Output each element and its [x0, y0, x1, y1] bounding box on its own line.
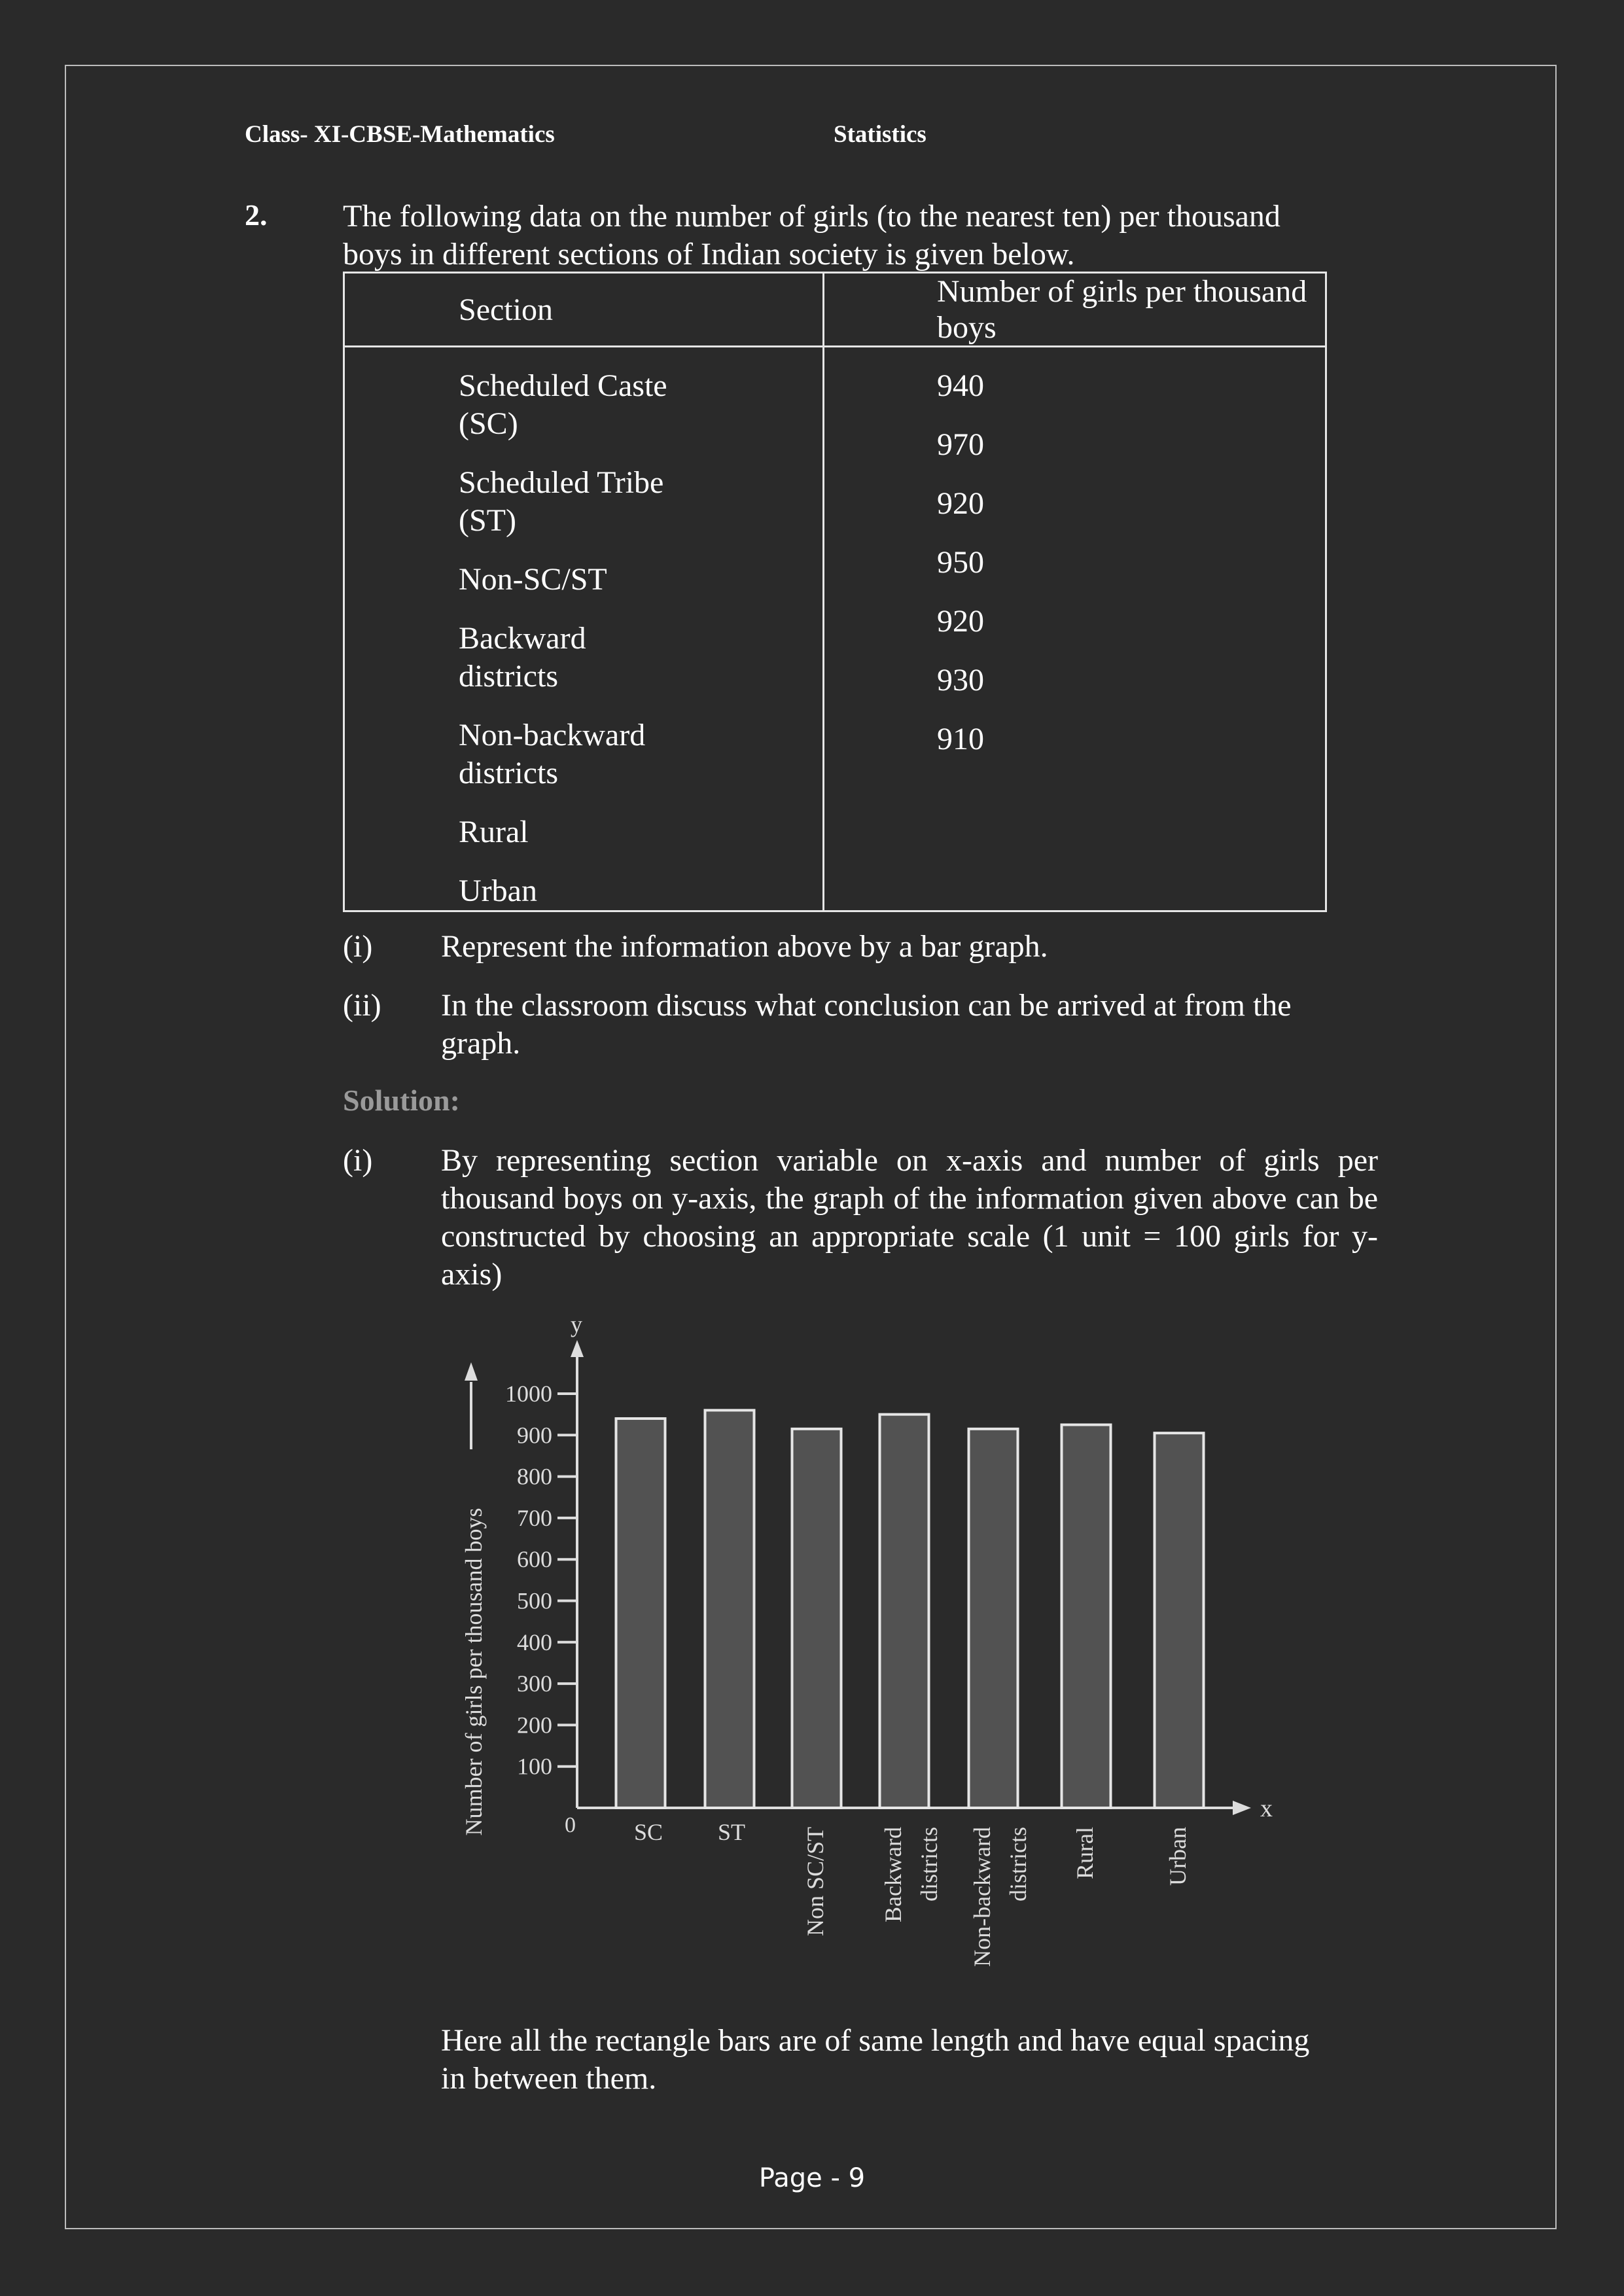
- question-number: 2.: [245, 198, 268, 232]
- bar-6: [1062, 1424, 1111, 1808]
- value-backward: 950: [937, 545, 984, 580]
- part-ii-label: (ii): [343, 988, 381, 1023]
- value-st: 970: [937, 427, 984, 462]
- x-tick-label: Urban: [1165, 1827, 1191, 1886]
- x-tick-label: Non SC/ST: [802, 1827, 828, 1937]
- y-tick-label: 1000: [505, 1381, 552, 1407]
- header-chapter-label: Statistics: [834, 121, 927, 148]
- section-backward-line-2: districts: [459, 659, 558, 694]
- y-tick-label: 300: [517, 1670, 552, 1697]
- section-rural-line-1: Rural: [459, 815, 529, 849]
- y-tick-label: 700: [517, 1504, 552, 1531]
- section-sc-line-2: (SC): [459, 406, 518, 441]
- y-axis-title-arrow-head: [465, 1362, 478, 1381]
- y-tick-label: 400: [517, 1629, 552, 1655]
- header-girls-per-thousand: Number of girls per thousand boys: [824, 273, 1326, 347]
- value-non-backward: 920: [937, 604, 984, 639]
- bar-7: [1155, 1433, 1204, 1808]
- section-backward-line-1: Backward: [459, 621, 586, 656]
- page-number: Page - 9: [758, 2163, 866, 2193]
- bar-2: [705, 1410, 754, 1808]
- bar-3: [792, 1429, 841, 1808]
- header-section: Section: [344, 273, 824, 347]
- x-tick-label: ST: [717, 1819, 746, 1845]
- y-tick-label: 100: [517, 1753, 552, 1780]
- conclusion-line-2: in between them.: [441, 2061, 657, 2096]
- y-axis-letter: y: [571, 1311, 582, 1337]
- x-tick-label: districts: [916, 1827, 942, 1901]
- x-tick-label: SC: [633, 1819, 663, 1845]
- y-axis-title: Number of girls per thousand boys: [461, 1508, 487, 1836]
- y-tick-label: 200: [517, 1712, 552, 1739]
- section-sc-line-1: Scheduled Caste: [459, 368, 667, 403]
- section-st-line-2: (ST): [459, 503, 516, 538]
- y-tick-label: 900: [517, 1422, 552, 1449]
- part-ii-text-line-2: graph.: [441, 1026, 521, 1061]
- part-i-text: Represent the information above by a bar graph.: [441, 929, 1048, 964]
- y-axis-arrow: [571, 1340, 584, 1357]
- section-st-line-1: Scheduled Tribe: [459, 465, 664, 500]
- section-non-backward-line-2: districts: [459, 756, 558, 790]
- question-text-line-1: The following data on the number of girls (to the nearest ten) per thousand: [343, 199, 1280, 234]
- x-axis-letter: x: [1260, 1795, 1273, 1822]
- part-ii-text-line-1: In the classroom discuss what conclusion can be arrived at from the: [441, 988, 1292, 1023]
- question-text-line-2: boys in different sections of Indian society is given below.: [343, 237, 1075, 272]
- y-tick-label: 500: [517, 1587, 552, 1614]
- bar-4: [880, 1415, 929, 1808]
- section-non-sc-st-line-1: Non-SC/ST: [459, 562, 607, 597]
- value-rural: 930: [937, 663, 984, 698]
- bar-1: [616, 1419, 665, 1808]
- conclusion-line-1: Here all the rectangle bars are of same length and have equal spacing: [441, 2023, 1310, 2058]
- value-sc: 940: [937, 368, 984, 403]
- bar-5: [969, 1429, 1018, 1808]
- section-non-backward-line-1: Non-backward: [459, 718, 646, 752]
- part-i-label: (i): [343, 929, 373, 964]
- section-urban-line-1: Urban: [459, 874, 537, 908]
- value-non-sc-st: 920: [937, 486, 984, 521]
- x-tick-label: districts: [1005, 1827, 1031, 1901]
- x-axis-arrow: [1233, 1801, 1251, 1815]
- origin-label: 0: [565, 1813, 576, 1837]
- x-tick-label: Backward: [880, 1827, 906, 1922]
- y-tick-label: 600: [517, 1546, 552, 1573]
- x-tick-label: Rural: [1072, 1827, 1098, 1879]
- solution-part-label: (i): [343, 1143, 373, 1178]
- header-class-label: Class- XI-CBSE-Mathematics: [245, 121, 555, 148]
- x-tick-label: Non-backward: [969, 1827, 995, 1967]
- value-urban: 910: [937, 722, 984, 756]
- solution-heading: Solution:: [343, 1084, 460, 1117]
- solution-text: By representing section variable on x-axis and number of girls per thousand boys on y-axis, the graph of the information given above can be constructed by choosing an appropriate scale (1 unit = 100 girls for y-axis): [441, 1143, 1378, 1292]
- y-tick-label: 800: [517, 1463, 552, 1490]
